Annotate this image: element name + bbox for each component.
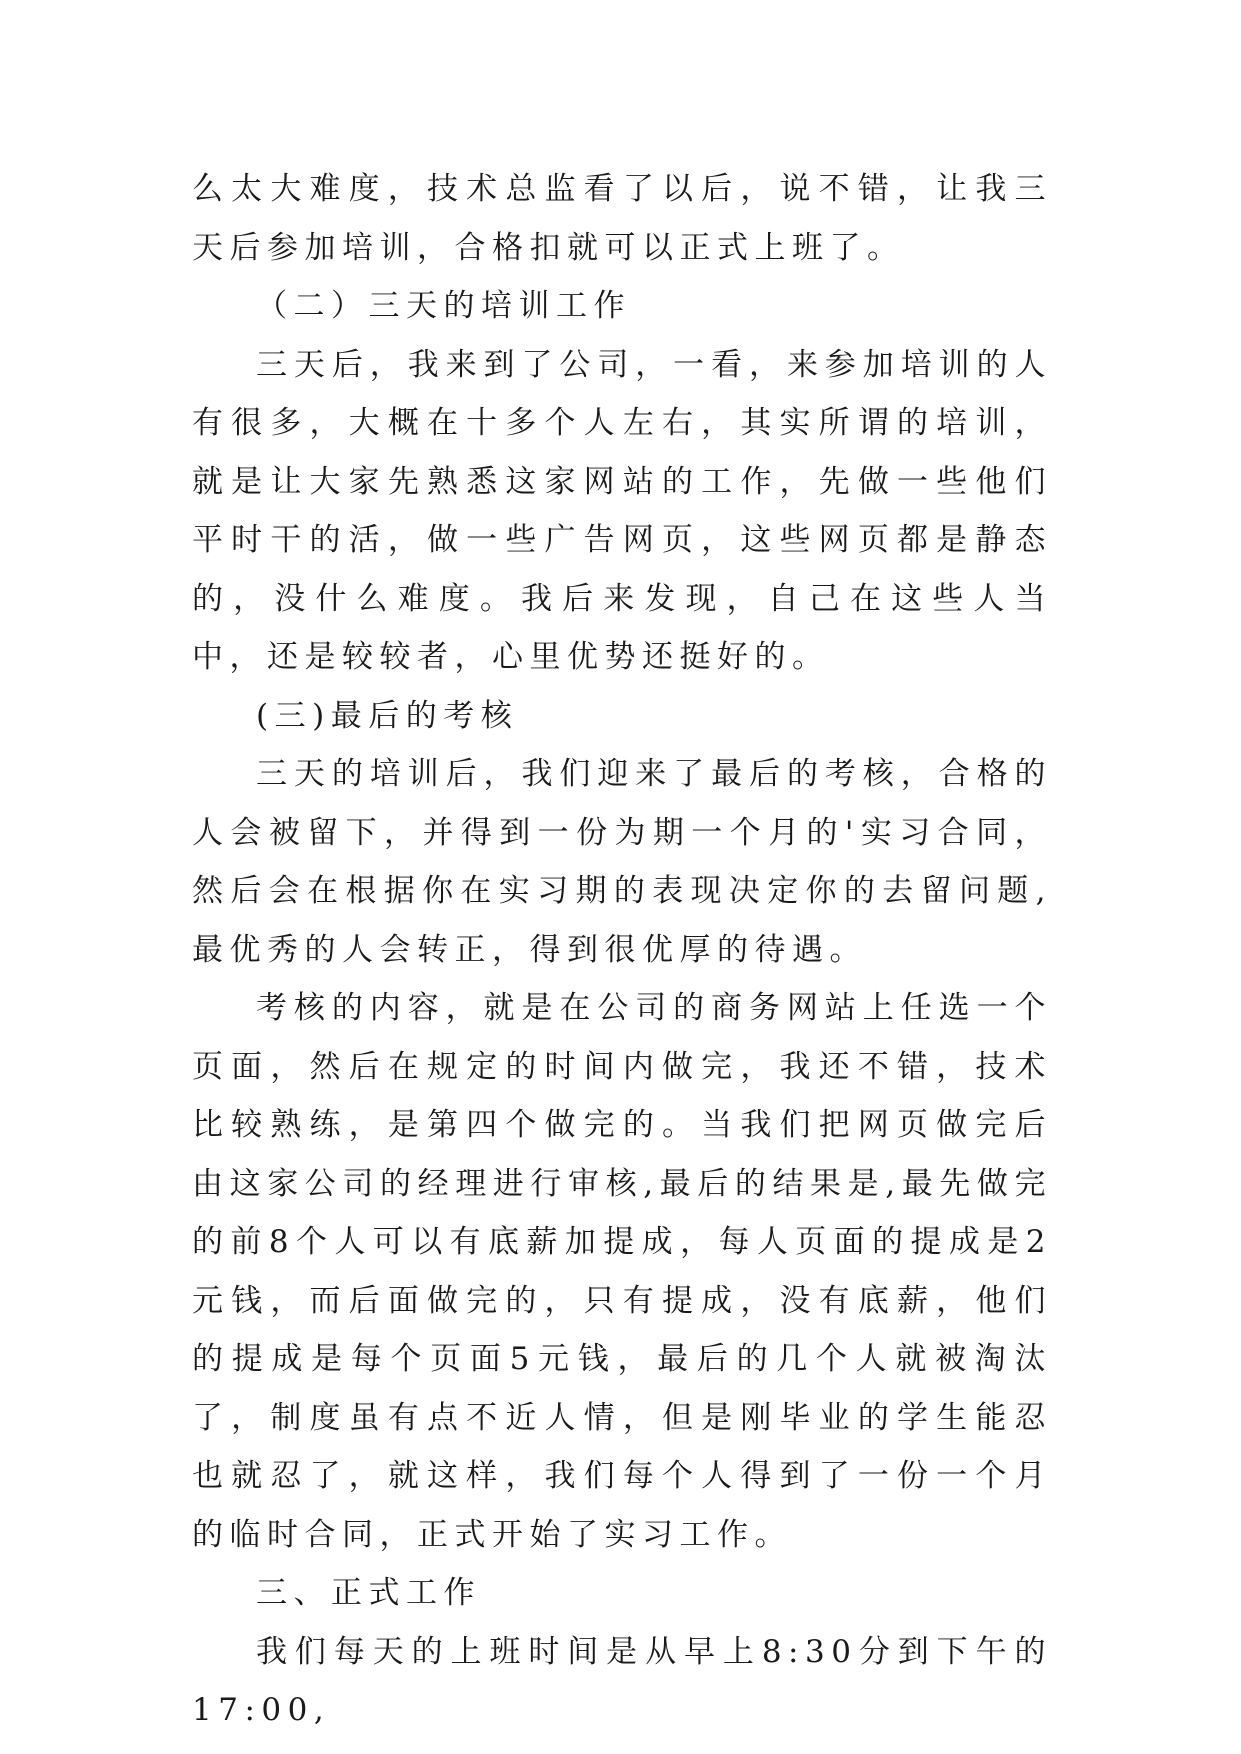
section-heading-formal-work: 三、正式工作 xyxy=(256,1575,481,1611)
paragraph-assessment: 三天的培训后，我们迎来了最后的考核，合格的人会被留下，并得到一份为期一个月的'实习合同，然后会在根据你在实习期的表现决定你的去留问题,最优秀的人会转正，得到很优厚的待遇。 xyxy=(192,756,1052,968)
document-body xyxy=(192,160,1052,1740)
paragraph-assessment-content: 考核的内容，就是在公司的商务网站上任选一个页面，然后在规定的时间内做完，我还不错，技术比较熟练，是第四个做完的。当我们把网页做完后由这家公司的经理进行审核,最后的结果是,最先做完的前8个人可以有底薪加提成，每人页面的提成是2元钱，而后面做完的，只有提成，没有底薪，他们的提成是每个页面5元钱，最后的几个人就被淘汰了，制度虽有点不近人情，但是刚毕业的学生能忍也就忍了，就这样，我们每个人得到了一份一个月的临时合同，正式开始了实习工作。 xyxy=(192,990,1052,1553)
paragraph-training: 三天后，我来到了公司，一看，来参加培训的人有很多，大概在十多个人左右，其实所谓的培训，就是让大家先熟悉这家网站的工作，先做一些他们平时干的活，做一些广告网页，这些网页都是静态的，没什么难度。我后来发现，自己在这些人当中，还是较较者，心里优势还挺好的。 xyxy=(192,346,1052,675)
section-heading-assessment: (三)最后的考核 xyxy=(256,697,519,734)
section-heading-training: （二）三天的培训工作 xyxy=(256,288,631,324)
paragraph-work-hours: 我们每天的上班时间是从早上8:30分到下午的17:00, xyxy=(192,1633,1052,1728)
paragraph-continuation: 么太大难度，技术总监看了以后，说不错，让我三天后参加培训，合格扣就可以正式上班了。 xyxy=(192,171,1052,266)
